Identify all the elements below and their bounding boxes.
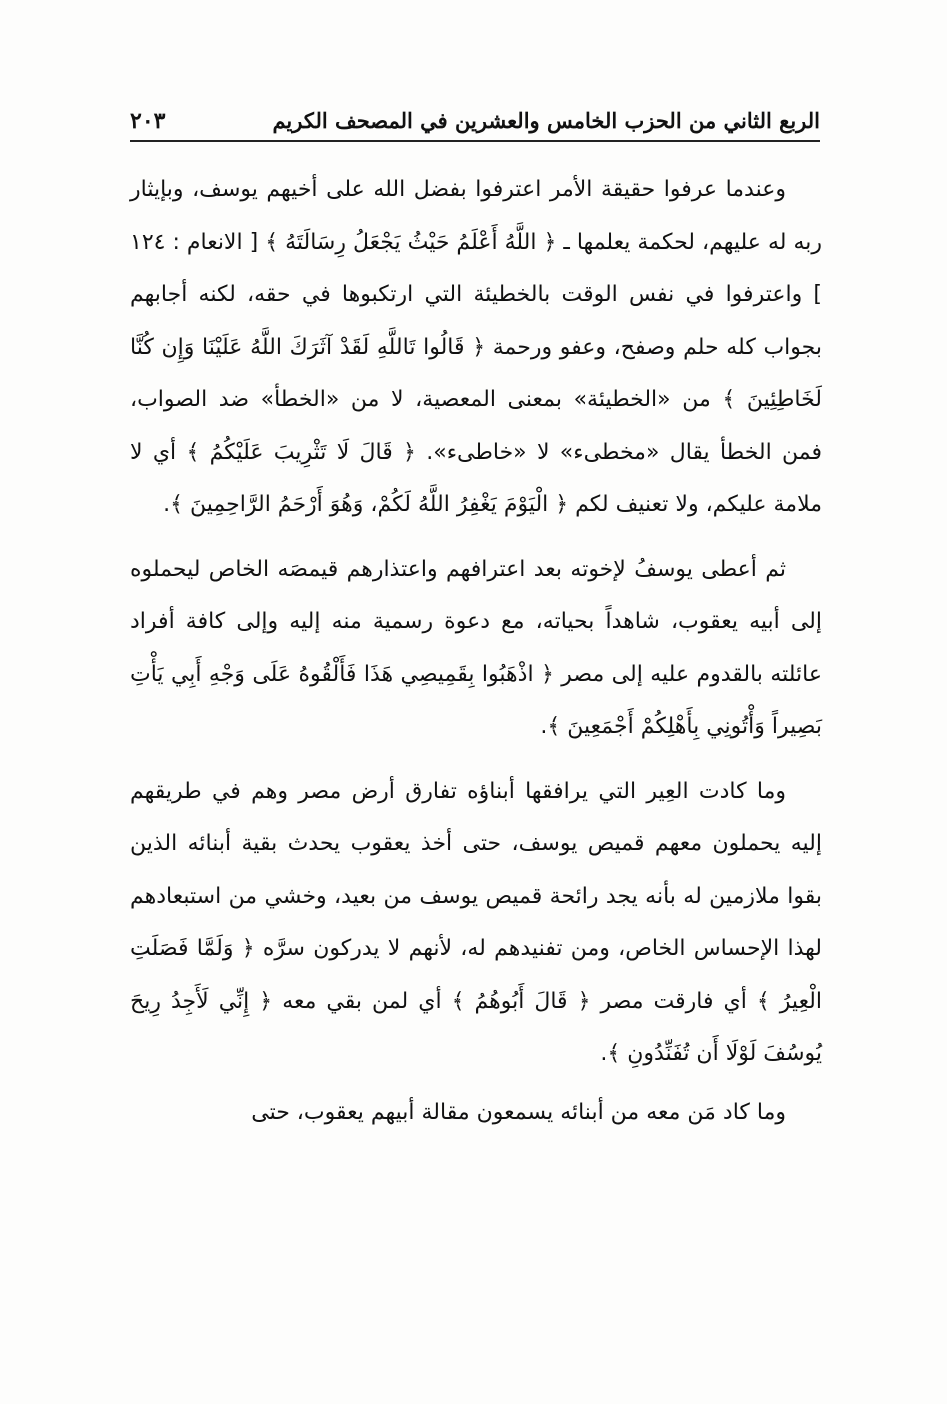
- running-title: الربع الثاني من الحزب الخامس والعشرين في المصحف الكريم: [272, 108, 820, 133]
- page-number: ٢٠٣: [130, 108, 166, 134]
- paragraph-3: وما كادت العِير التي يرافقها أبناؤه تفارق أرض مصر وهم في طريقهم إليه يحملون معهم قميص يوسف، حتى أخذ يعقوب يحدث بقية أبنائه الذين بقوا ملازمين له بأنه يجد رائحة قميص يوسف من بعيد، وخشي من استبعادهم لهذا الإحساس الخاص، ومن تفنيدهم له، لأنهم لا يدركون سرَّه ﴿ وَلَمَّا فَصَلَتِ الْعِيرُ ﴾ أي فارقت مصر ﴿ قَالَ أَبُوهُمُ ﴾ أي لمن بقي معه ﴿ إِنِّي لَأَجِدُ رِيحَ يُوسُفَ لَوْلَا أَن تُفَنِّدُونِ ﴾.: [130, 778, 822, 1066]
- body-text: [130, 164, 822, 1139]
- paragraph-1: وعندما عرفوا حقيقة الأمر اعترفوا بفضل الله على أخيهم يوسف، وبإيثار ربه له عليهم، لحكمة يعلمها ـ ﴿ اللَّهُ أَعْلَمُ حَيْثُ يَجْعَلُ رِسَالَتَهُ ﴾ [ الانعام : ١٢٤ ] واعترفوا في نفس الوقت بالخطيئة التي ارتكبوها في حقه، لكنه أجابهم بجواب كله حلم وصفح، وعفو ورحمة ﴿ قَالُوا تَاللَّهِ لَقَدْ آثَرَكَ اللَّهُ عَلَيْنَا وَإِن كُنَّا لَخَاطِئِينَ ﴾ من «الخطيئة» بمعنى المعصية، لا من «الخطأ» ضد الصواب، فمن الخطأ يقال «مخطىء» لا «خاطىء». ﴿ قَالَ لَا تَثْرِيبَ عَلَيْكُمُ ﴾ أي لا ملامة عليكم، ولا تعنيف لكم ﴿ الْيَوْمَ يَغْفِرُ اللَّهُ لَكُمْ، وَهُوَ أَرْحَمُ الرَّاحِمِينَ ﴾.: [130, 177, 822, 517]
- page-header: [130, 92, 820, 138]
- header-rule: [130, 140, 820, 142]
- paragraph-4: وما كاد مَن معه من أبنائه يسمعون مقالة أبيهم يعقوب، حتى: [251, 1099, 786, 1125]
- paragraph-2: ثم أعطى يوسفُ لإخوته بعد اعترافهم واعتذارهم قيمصَه الخاص ليحملوه إلى أبيه يعقوب، شاهداً بحياته، مع دعوة رسمية منه إليه وإلى كافة أفراد عائلته بالقدوم عليه إلى مصر ﴿ اذْهَبُوا بِقَمِيصِي هَذَا فَأَلْقُوهُ عَلَى وَجْهِ أَبِي يَأْتِ بَصِيراً وَأْتُونِي بِأَهْلِكُمْ أَجْمَعِينَ ﴾.: [130, 556, 822, 739]
